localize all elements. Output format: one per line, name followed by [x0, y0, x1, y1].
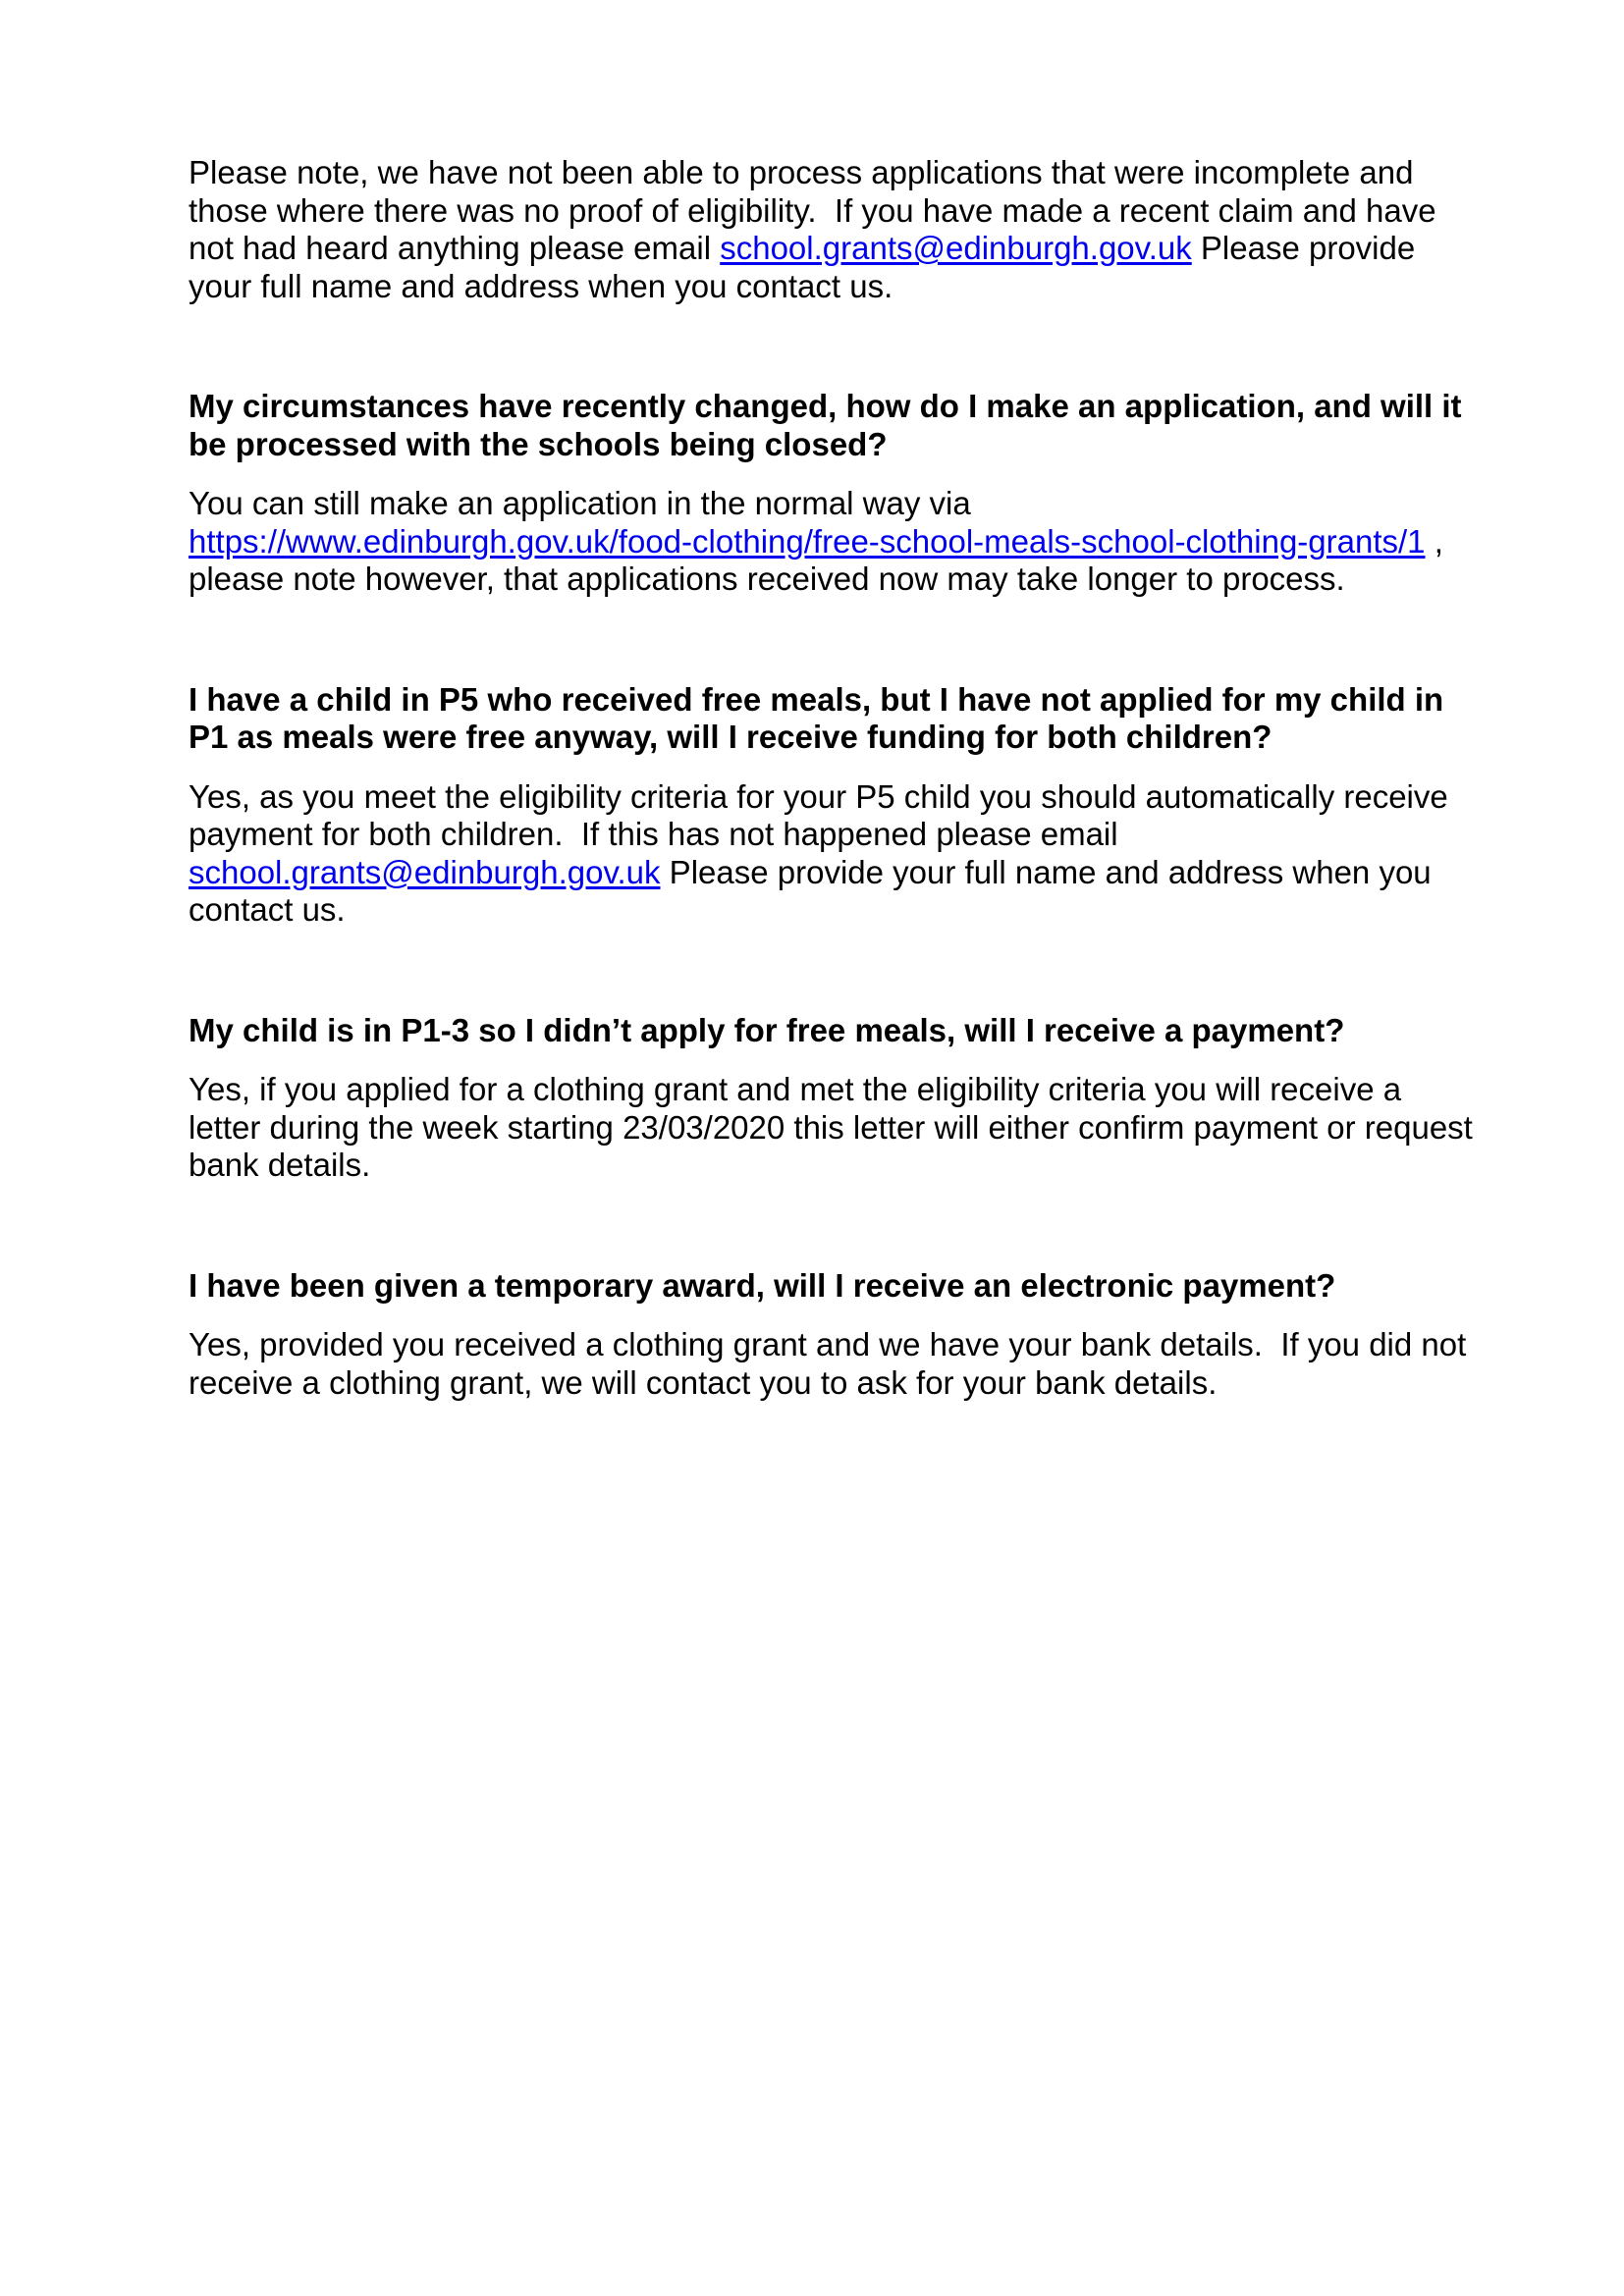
- answer-line: bank details.: [189, 1147, 371, 1183]
- intro-text: Please provide: [1191, 230, 1416, 266]
- faq-question: [189, 1267, 1499, 1306]
- faq-answer: [189, 485, 1499, 599]
- answer-line: payment for both children. If this has not happened please email: [189, 816, 1118, 852]
- faq-answer: [189, 1071, 1499, 1185]
- intro-line: your full name and address when you contact us.: [189, 267, 893, 304]
- intro-text: not had heard anything please email: [189, 230, 721, 266]
- question-line: My child is in P1-3 so I didn’t apply for free meals, will I receive a payment?: [189, 1011, 1345, 1048]
- faq-answer: [189, 1326, 1499, 1402]
- faq-question: [189, 681, 1499, 757]
- application-link[interactable]: https://www.edinburgh.gov.uk/food-clothing/free-school-meals-school-clothing-grants/1: [189, 522, 1426, 560]
- faq-item: [189, 681, 1499, 930]
- question-line: be processed with the schools being closed?: [189, 425, 888, 462]
- email-link[interactable]: school.grants@edinburgh.gov.uk: [189, 853, 661, 890]
- intro-line: [189, 230, 1499, 268]
- intro-line: those where there was no proof of eligibility. If you have made a recent claim and have: [189, 191, 1436, 229]
- answer-line: Yes, provided you received a clothing grant and we have your bank details. If you did not: [189, 1326, 1467, 1362]
- faq-item: [189, 1267, 1499, 1403]
- faq-question: [189, 1012, 1499, 1050]
- faq-answer: [189, 778, 1499, 930]
- answer-line: Yes, as you meet the eligibility criteria for your P5 child you should automatically receive: [189, 777, 1448, 815]
- question-line: I have been given a temporary award, will I receive an electronic payment?: [189, 1266, 1336, 1304]
- question-line: I have a child in P5 who received free meals, but I have not applied for my child in: [189, 680, 1444, 718]
- faq-item: [189, 388, 1499, 599]
- answer-line: You can still make an application in the normal way via: [189, 485, 971, 521]
- intro-line: Please note, we have not been able to process applications that were incomplete and: [189, 154, 1414, 190]
- answer-line: please note however, that applications received now may take longer to process.: [189, 561, 1345, 597]
- answer-text: Please provide your full name and address when you: [660, 853, 1432, 890]
- faq-question: [189, 388, 1499, 463]
- answer-line: [189, 523, 1499, 561]
- intro-paragraph: [189, 154, 1499, 305]
- document-page: [189, 154, 1499, 1402]
- email-link[interactable]: school.grants@edinburgh.gov.uk: [720, 230, 1192, 266]
- question-line: P1 as meals were free anyway, will I receive funding for both children?: [189, 719, 1272, 755]
- answer-line: [189, 854, 1499, 892]
- answer-line: letter during the week starting 23/03/2020 this letter will either confirm payment or request: [189, 1108, 1473, 1146]
- answer-text: ,: [1425, 522, 1443, 560]
- answer-line: contact us.: [189, 891, 346, 928]
- faq-item: [189, 1012, 1499, 1185]
- answer-line: receive a clothing grant, we will contact you to ask for your bank details.: [189, 1363, 1218, 1401]
- question-line: My circumstances have recently changed, how do I make an application, and will it: [189, 388, 1462, 424]
- answer-line: Yes, if you applied for a clothing grant and met the eligibility criteria you will receive a: [189, 1071, 1402, 1107]
